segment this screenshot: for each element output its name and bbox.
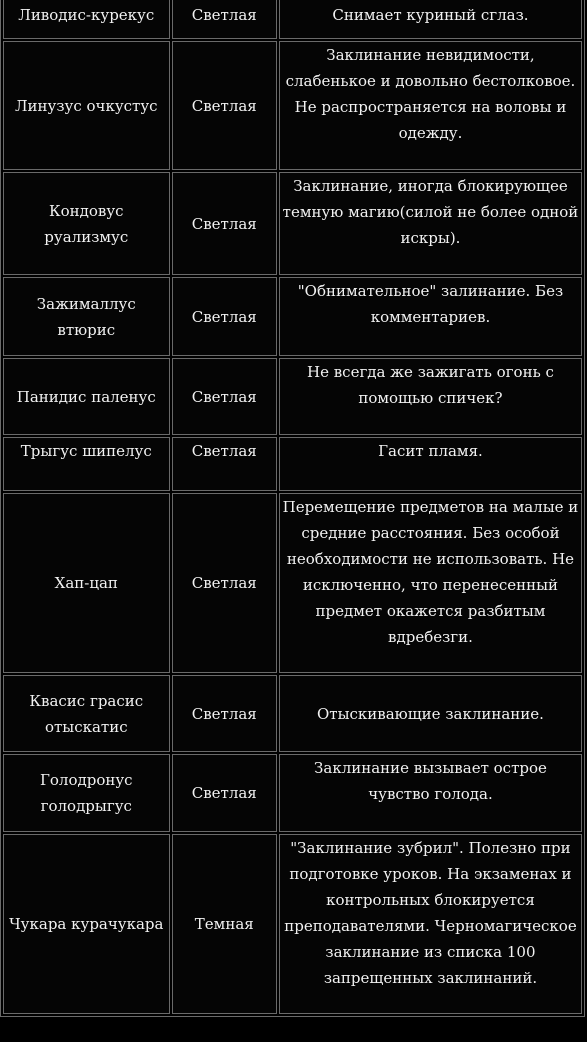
magic-type-cell: Светлая [172, 754, 277, 832]
spell-description-cell: Гасит пламя. [279, 437, 582, 491]
table-row [3, 358, 582, 435]
table-row [3, 493, 582, 673]
spell-name-cell: Голодронус голодрыгус [3, 754, 170, 832]
spell-description-cell: Не всегда же зажигать огонь с помощью спичек? [279, 358, 582, 435]
spell-name-cell: Трыгус шипелус [3, 437, 170, 491]
table-row [3, 754, 582, 832]
magic-type-cell: Светлая [172, 493, 277, 673]
magic-type-cell: Светлая [172, 437, 277, 491]
spell-description-cell: Перемещение предметов на малые и средние расстояния. Без особой необходимости не использовать. Не исключенно, что перенесенный предмет окажется разбитым вдребезги. [279, 493, 582, 673]
magic-type-cell: Светлая [172, 172, 277, 275]
spell-name-cell: Хап-цап [3, 493, 170, 673]
magic-type-cell: Светлая [172, 277, 277, 356]
spell-description-cell: "Заклинание зубрил". Полезно при подготовке уроков. На экзаменах и контрольных блокируется преподавателями. Черномагическое заклинание из списка 100 запрещенных заклинаний. [279, 834, 582, 1014]
spell-name-cell: Зажималлус втюрис [3, 277, 170, 356]
spell-description-cell: Заклинание вызывает острое чувство голода. [279, 754, 582, 832]
table-row [3, 834, 582, 1014]
table-row [3, 277, 582, 356]
spell-name-cell: Панидис паленус [3, 358, 170, 435]
magic-type-cell: Светлая [172, 358, 277, 435]
magic-type-cell: Светлая [172, 675, 277, 752]
magic-type-cell: Светлая [172, 41, 277, 170]
spell-description-cell: Отыскивающие заклинание. [279, 675, 582, 752]
spell-description-cell: Снимает куриный сглаз. [279, 0, 582, 39]
spell-description-cell: Заклинание, иногда блокирующее темную магию(силой не более одной искры). [279, 172, 582, 275]
spell-name-cell: Квасис грасис отыскатис [3, 675, 170, 752]
magic-type-cell: Светлая [172, 0, 277, 39]
spell-name-cell: Кондовус руализмус [3, 172, 170, 275]
table-row [3, 437, 582, 491]
spell-name-cell: Линузус очкустус [3, 41, 170, 170]
table-row [3, 172, 582, 275]
table-row [3, 41, 582, 170]
spell-description-cell: Заклинание невидимости, слабенькое и довольно бестолковое. Не распространяется на воловы и одежду. [279, 41, 582, 170]
table-row [3, 0, 582, 39]
table-row [3, 675, 582, 752]
spell-name-cell: Чукара курачукара [3, 834, 170, 1014]
spell-description-cell: "Обнимательное" залинание. Без комментариев. [279, 277, 582, 356]
spell-name-cell: Ливодис-курекус [3, 0, 170, 39]
magic-type-cell: Темная [172, 834, 277, 1014]
